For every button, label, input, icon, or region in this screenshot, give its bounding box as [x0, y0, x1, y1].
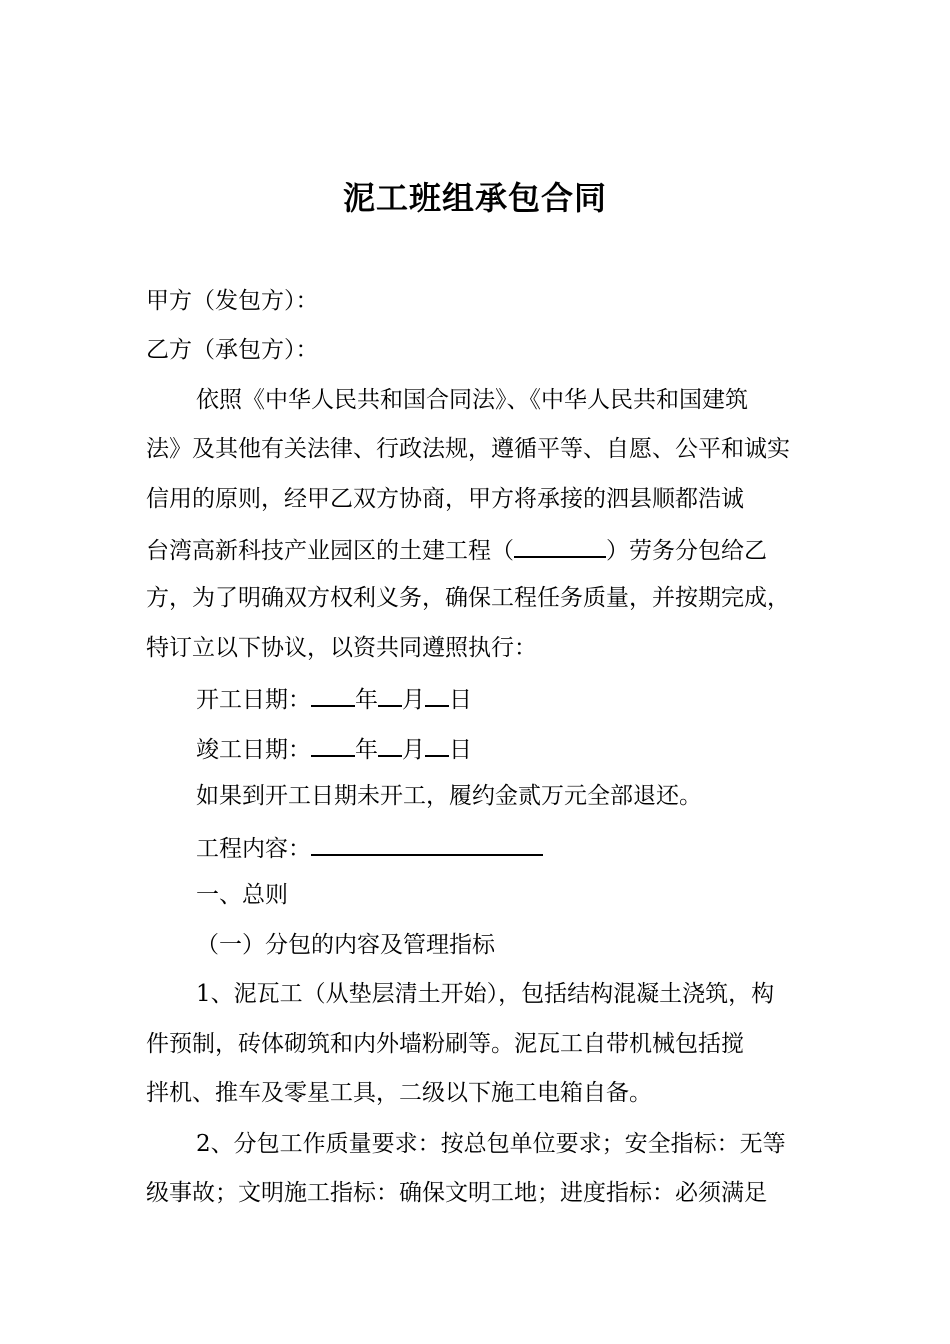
- project-name-blank: [514, 528, 606, 558]
- start-day-label: 日: [449, 687, 472, 713]
- start-date-line: [196, 677, 896, 720]
- end-year-label: 年: [355, 737, 378, 763]
- preamble-line-6: 特订立以下协议，以资共同遵照执行：: [146, 635, 537, 661]
- end-date-line: [196, 727, 896, 770]
- end-year-blank: [311, 727, 355, 757]
- party-a-line: 甲方（发包方）：: [146, 288, 319, 314]
- start-year-label: 年: [355, 687, 378, 713]
- subsection-heading-scope: （一）分包的内容及管理指标: [196, 932, 495, 958]
- item-2-line-1: 2、分包工作质量要求：按总包单位要求；安全指标：无等: [196, 1131, 786, 1157]
- end-month-label: 月: [402, 737, 425, 763]
- item-2-line-2: 级事故；文明施工指标：确保文明工地；进度指标：必须满足: [146, 1180, 767, 1206]
- item-1-line-1: 1、泥瓦工（从垫层清土开始），包括结构混凝土浇筑，构: [196, 981, 775, 1007]
- section-heading-general: 一、总则: [196, 882, 288, 908]
- end-date-label: 竣工日期：: [196, 737, 311, 763]
- document-title: 泥工班组承包合同: [342, 179, 607, 217]
- end-month-blank: [378, 727, 402, 757]
- item-1-line-3: 拌机、推车及零星工具，二级以下施工电箱自备。: [146, 1080, 652, 1106]
- start-month-blank: [378, 677, 402, 707]
- preamble-line-1: 依照《中华人民共和国合同法》、《中华人民共和国建筑: [196, 387, 748, 413]
- start-month-label: 月: [402, 687, 425, 713]
- start-year-blank: [311, 677, 355, 707]
- start-day-blank: [425, 677, 449, 707]
- item-1-line-2: 件预制，砖体砌筑和内外墙粉刷等。泥瓦工自带机械包括搅: [146, 1031, 744, 1057]
- work-content-line: [196, 826, 896, 869]
- end-day-label: 日: [449, 737, 472, 763]
- party-b-line: 乙方（承包方）：: [146, 337, 319, 363]
- preamble-line-4: [146, 528, 846, 571]
- preamble-line-4-start: 台湾高新科技产业园区的土建工程（: [146, 538, 514, 564]
- deposit-note: 如果到开工日期未开工，履约金贰万元全部退还。: [196, 783, 702, 809]
- preamble-line-5: 方，为了明确双方权利义务，确保工程任务质量，并按期完成，: [146, 585, 790, 611]
- preamble-line-4-end: ）劳务分包给乙: [606, 538, 767, 564]
- preamble-line-3: 信用的原则，经甲乙双方协商，甲方将承接的泗县顺都浩诚: [146, 486, 744, 512]
- preamble-line-2: 法》及其他有关法律、行政法规，遵循平等、自愿、公平和诚实: [146, 436, 790, 462]
- work-content-label: 工程内容：: [196, 836, 311, 862]
- work-content-blank: [311, 826, 543, 856]
- start-date-label: 开工日期：: [196, 687, 311, 713]
- end-day-blank: [425, 727, 449, 757]
